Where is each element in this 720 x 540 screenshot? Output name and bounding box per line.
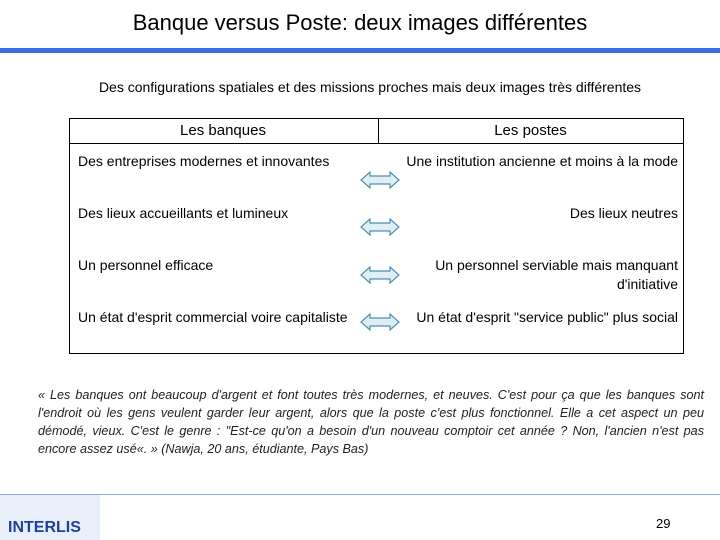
row-3-posts: Un personnel serviable mais manquant d'initiative (435, 257, 678, 292)
row-2-banks: Des lieux accueillants et lumineux (78, 205, 289, 221)
double-arrow-icon (360, 171, 400, 189)
slide-title: Banque versus Poste: deux images différentes (132, 10, 588, 35)
double-arrow-icon (360, 218, 400, 236)
interlis-logo: INTERLIS (8, 519, 81, 536)
row-1-banks: Des entreprises modernes et innovantes (78, 153, 330, 169)
slide-subtitle: Des configurations spatiales et des missions proches mais deux images très différentes (98, 79, 642, 95)
column-header-banks: Les banques (180, 122, 266, 139)
row-3-banks: Un personnel efficace (78, 257, 214, 273)
double-arrow-icon (360, 313, 400, 331)
row-4-posts: Un état d'esprit "service public" plus social (416, 309, 678, 325)
page-number: 29 (656, 516, 671, 531)
double-arrow-icon (360, 266, 400, 284)
header-rule (70, 143, 683, 144)
title-underline (0, 48, 720, 53)
footer-rule (0, 494, 720, 495)
row-2-posts: Des lieux neutres (569, 205, 678, 221)
testimonial-quote: « Les banques ont beaucoup d'argent et font toutes très modernes, et neuves. C'est pour ça que les banques sont l'endroit où les gens veulent garder leur argent, alors que la poste c'est plus fonctionnel. Elle a cet aspect un peu démodé, vieux. C'est le genre : "Est-ce qu'on a besoin d'un nouveau comptoir cet année ? Non, l'ancien n'est pas encore assez usé«. » (Nawja, 20 ans, étudiante, Pays Bas) (38, 388, 704, 456)
column-header-posts: Les postes (494, 122, 567, 139)
row-1-posts: Une institution ancienne et moins à la mode (406, 153, 678, 169)
row-4-banks: Un état d'esprit commercial voire capitaliste (78, 309, 348, 325)
